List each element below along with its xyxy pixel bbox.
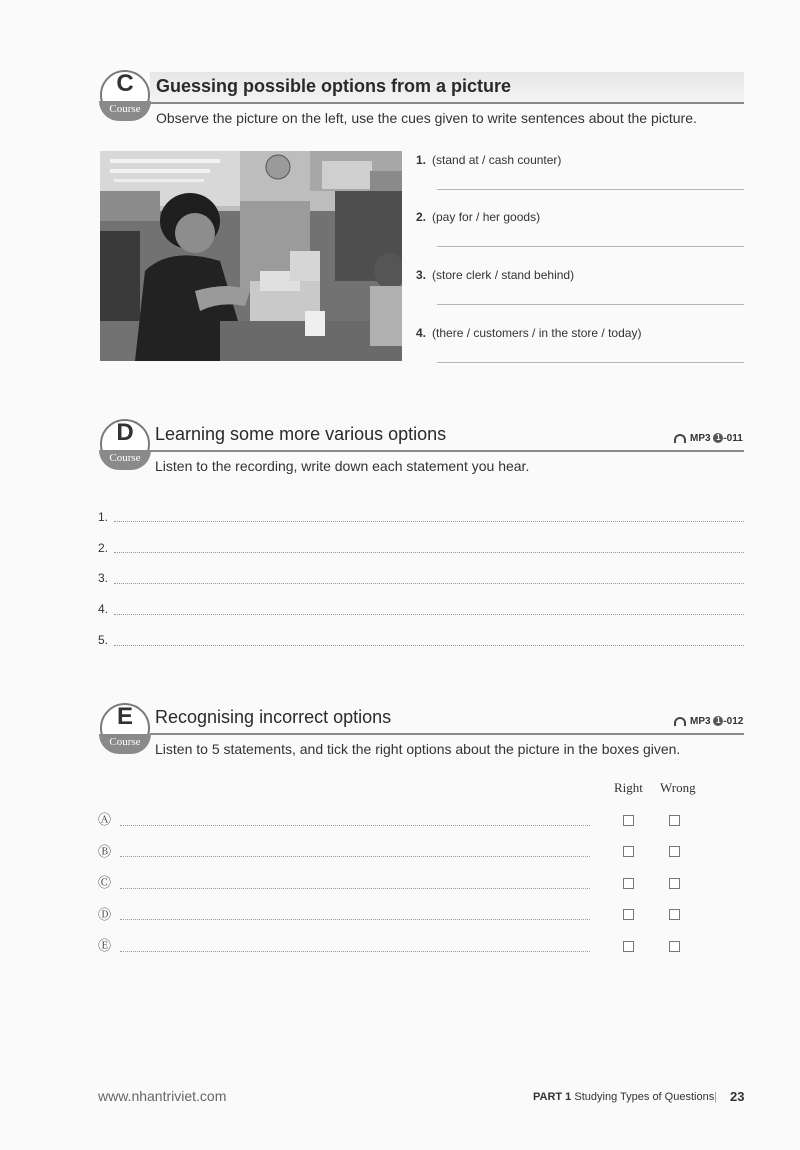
section-e-audio-ref [674,716,743,727]
section-d-line-number: 2. [98,541,109,555]
section-d-line-number: 5. [98,633,109,647]
section-c-item [416,153,561,167]
checkbox-right[interactable] [623,815,634,826]
page-number: 23 [730,1089,745,1104]
section-d-mp3-label: MP3 [690,433,711,444]
section-e-badge [100,703,150,753]
checkbox-wrong[interactable] [669,878,680,889]
checkbox-wrong[interactable] [669,941,680,952]
answer-line[interactable] [437,362,744,363]
checkbox-wrong[interactable] [669,846,680,857]
section-d-letter: D [116,419,134,446]
section-c-item [416,268,574,282]
answer-line[interactable] [120,825,590,826]
footer-part [533,1091,714,1103]
answer-line[interactable] [120,856,590,857]
answer-line[interactable] [114,645,744,646]
section-c-badge [100,70,150,120]
footer-part-title: Studying Types of Questions [574,1091,715,1103]
disc-icon: 1 [713,716,723,726]
section-c-rule [150,102,744,104]
answer-line[interactable] [120,888,590,889]
section-d-title: Learning some more various options [155,424,447,444]
option-label: Ⓐ [98,812,112,827]
disc-icon: 1 [713,433,723,443]
section-d-course-label: Course [99,450,151,470]
checkbox-wrong[interactable] [669,815,680,826]
answer-line[interactable] [120,951,590,952]
section-d-badge [100,419,150,469]
answer-line[interactable] [120,919,590,920]
section-c-item [416,326,641,340]
checkbox-wrong[interactable] [669,909,680,920]
section-c-letter: C [116,70,134,97]
section-d-rule [150,450,744,452]
section-d-line-number: 3. [98,571,109,585]
section-e-letter: E [116,703,133,730]
checkbox-right[interactable] [623,909,634,920]
column-header-right: Right [614,780,643,795]
section-c-item-cue: (stand at / cash counter) [432,153,562,167]
section-c-course-label: Course [99,101,151,121]
section-e-instruction: Listen to 5 statements, and tick the right options about the picture in the boxes given. [155,741,681,757]
section-c-item-number: 1. [416,153,427,167]
section-c-item-cue: (store clerk / stand behind) [432,268,575,282]
option-label: Ⓒ [98,875,112,890]
section-c-item-number: 4. [416,326,427,340]
answer-line[interactable] [114,583,744,584]
section-c-title: Guessing possible options from a picture [156,76,512,96]
section-d-instruction: Listen to the recording, write down each statement you hear. [155,458,530,474]
answer-line[interactable] [437,304,744,305]
option-label: Ⓔ [98,938,112,953]
footer-part-number: PART 1 [533,1091,572,1103]
footer-website: www.nhantriviet.com [98,1088,227,1104]
section-c-item-number: 2. [416,210,427,224]
section-c-instruction: Observe the picture on the left, use the cues given to write sentences about the picture. [156,110,697,126]
section-d-audio-ref [674,433,743,444]
headphones-icon [674,434,686,443]
section-c-item-cue: (pay for / her goods) [432,210,541,224]
answer-line[interactable] [114,614,744,615]
section-e-mp3-label: MP3 [690,716,711,727]
footer-separator: | [714,1091,717,1103]
section-e-rule [150,733,744,735]
store-checkout-photo [100,151,402,361]
answer-line[interactable] [437,246,744,247]
answer-line[interactable] [437,189,744,190]
headphones-icon [674,717,686,726]
section-c-item [416,210,540,224]
section-c-item-number: 3. [416,268,427,282]
section-e-track: -012 [723,716,744,727]
answer-line[interactable] [114,521,744,522]
option-label: Ⓓ [98,907,112,922]
answer-line[interactable] [114,552,744,553]
section-c-item-cue: (there / customers / in the store / today) [432,326,642,340]
column-header-wrong: Wrong [660,780,696,795]
section-e-title: Recognising incorrect options [155,707,392,727]
checkbox-right[interactable] [623,878,634,889]
section-d-line-number: 1. [98,510,109,524]
section-d-line-number: 4. [98,602,109,616]
section-d-track: -011 [723,433,743,444]
checkbox-right[interactable] [623,846,634,857]
option-label: Ⓑ [98,844,112,859]
section-e-course-label: Course [99,734,151,754]
checkbox-right[interactable] [623,941,634,952]
